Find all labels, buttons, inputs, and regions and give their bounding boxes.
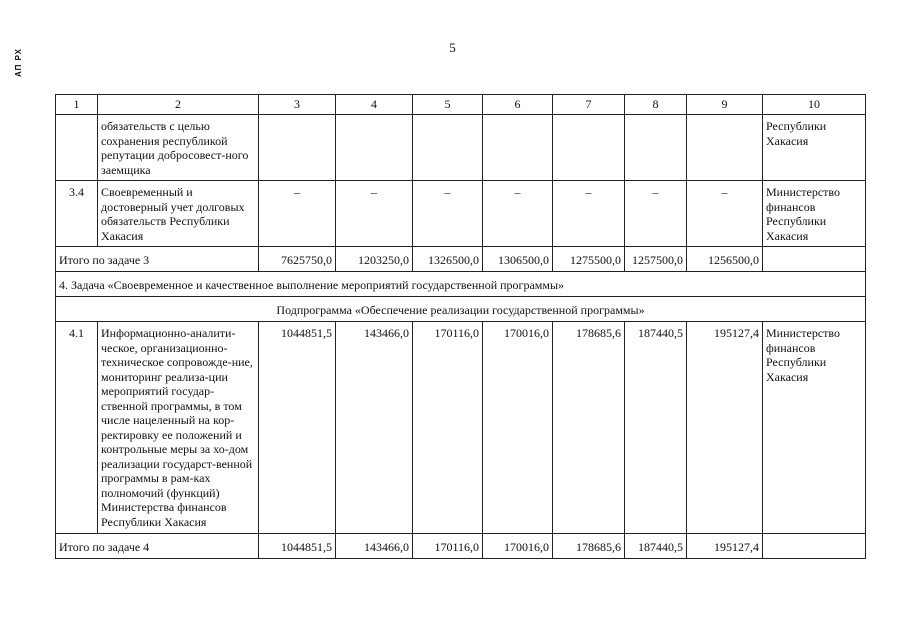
value-cell: 187440,5 xyxy=(625,322,687,534)
total-row xyxy=(56,534,866,559)
value-cell: 195127,4 xyxy=(687,534,763,559)
value-cell: 170116,0 xyxy=(413,322,483,534)
value-cell: 195127,4 xyxy=(687,322,763,534)
value-cell: – xyxy=(483,181,553,247)
col-header: 8 xyxy=(625,95,687,115)
value-cell: 1256500,0 xyxy=(687,247,763,272)
value-cell: 143466,0 xyxy=(336,322,413,534)
col-header: 1 xyxy=(56,95,98,115)
activity-text: Своевременный и достоверный учет долговых обязательств Республики Хакасия xyxy=(98,181,259,247)
cell xyxy=(553,115,625,181)
total-label: Итого по задаче 3 xyxy=(56,247,259,272)
cell xyxy=(336,115,413,181)
table-row xyxy=(56,115,866,181)
cell xyxy=(763,247,866,272)
value-cell: – xyxy=(553,181,625,247)
value-cell: – xyxy=(625,181,687,247)
activity-text: обязательств с целью сохранения республикой репутации добросовест-ного заемщика xyxy=(98,115,259,181)
row-number: 4.1 xyxy=(56,322,98,534)
value-cell: 1044851,5 xyxy=(259,322,336,534)
col-header: 6 xyxy=(483,95,553,115)
cell xyxy=(259,115,336,181)
value-cell: 1306500,0 xyxy=(483,247,553,272)
value-cell: 1257500,0 xyxy=(625,247,687,272)
activity-text: Информационно-аналити-ческое, организационно-техническое сопровожде-ние, мониторинг реализа-ции мероприятий государ-ственной программы, в том числе нацеленный на кор-ректировку ее положений и контрольные меры за хо-дом реализации государст-венной программы в рам-ках полномочий (функций) Министерства финансов Республики Хакасия xyxy=(98,322,259,534)
value-cell: 1275500,0 xyxy=(553,247,625,272)
executor-text: Министерство финансов Республики Хакасия xyxy=(763,181,866,247)
subprogram-row xyxy=(56,297,866,322)
value-cell: 178685,6 xyxy=(553,322,625,534)
task-heading: 4. Задача «Своевременное и качественное выполнение мероприятий государственной программы» xyxy=(56,272,866,297)
col-header: 5 xyxy=(413,95,483,115)
col-header: 2 xyxy=(98,95,259,115)
executor-text: Министерство финансов Республики Хакасия xyxy=(763,322,866,534)
col-header: 9 xyxy=(687,95,763,115)
task-heading-row xyxy=(56,272,866,297)
value-cell: – xyxy=(259,181,336,247)
row-number: 3.4 xyxy=(56,181,98,247)
col-header: 7 xyxy=(553,95,625,115)
table-row xyxy=(56,181,866,247)
value-cell: 170016,0 xyxy=(483,322,553,534)
value-cell: 7625750,0 xyxy=(259,247,336,272)
value-cell: – xyxy=(336,181,413,247)
side-mark: АП РХ xyxy=(14,48,23,78)
subprogram-heading: Подпрограмма «Обеспечение реализации государственной программы» xyxy=(56,297,866,322)
value-cell: 170116,0 xyxy=(413,534,483,559)
cell xyxy=(413,115,483,181)
value-cell: 143466,0 xyxy=(336,534,413,559)
total-label: Итого по задаче 4 xyxy=(56,534,259,559)
cell xyxy=(483,115,553,181)
col-header: 3 xyxy=(259,95,336,115)
cell xyxy=(687,115,763,181)
value-cell: 1044851,5 xyxy=(259,534,336,559)
column-number-row xyxy=(56,95,866,115)
cell xyxy=(56,115,98,181)
program-table xyxy=(55,94,866,559)
cell xyxy=(625,115,687,181)
value-cell: 187440,5 xyxy=(625,534,687,559)
value-cell: 1203250,0 xyxy=(336,247,413,272)
value-cell: 1326500,0 xyxy=(413,247,483,272)
value-cell: – xyxy=(413,181,483,247)
table-row xyxy=(56,322,866,534)
value-cell: 170016,0 xyxy=(483,534,553,559)
page-number: 5 xyxy=(449,40,456,55)
col-header: 10 xyxy=(763,95,866,115)
total-row xyxy=(56,247,866,272)
value-cell: – xyxy=(687,181,763,247)
col-header: 4 xyxy=(336,95,413,115)
value-cell: 178685,6 xyxy=(553,534,625,559)
cell xyxy=(763,534,866,559)
executor-text: Республики Хакасия xyxy=(763,115,866,181)
